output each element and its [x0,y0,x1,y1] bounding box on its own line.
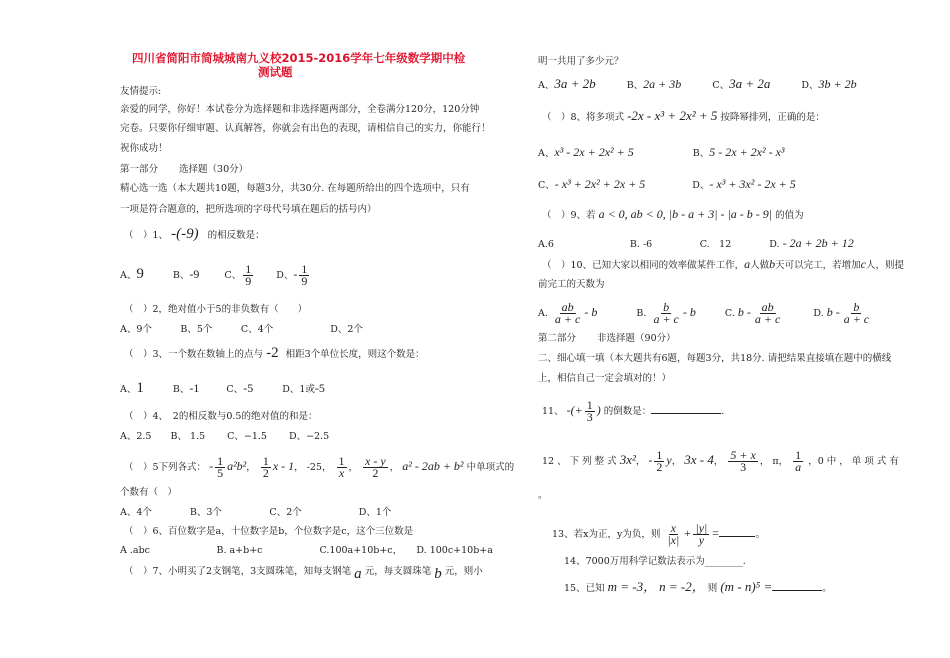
q5-t4-num: 1 [338,454,345,468]
question-5: （ ）5下列各式： - $\frac{1}{5}$ a²b²， $\frac{1}{2}$ x - 1， -25， $\frac{1}{x}$ ， $\frac{x - y}{2}$ ， a² - 2ab + b² 中单项式的 [124,454,515,480]
q8-option-b: 5 - 2x + 2x² - x³ [709,145,785,159]
question-15 [564,580,832,595]
part2-label: 第二部分 [538,333,577,344]
q10-continuation: 前完工的天数为 [538,279,605,290]
q1-expression: -(-9) [171,226,199,242]
q12-t2-num: 1 [656,448,663,462]
q15-answer-blank[interactable] [772,580,822,591]
q8-suffix: 按降幂排列，正确的是： [720,112,825,123]
q11-suffix: 的倒数是： [603,406,652,417]
question-6: （ ）6、百位数字是a，十位数字是b，个位数字是c，这个三位数是 [124,526,414,537]
q3-option-a: 1 [136,380,144,396]
part2-section-desc-1: 二、细心填一填（本大题共有6题，每题3分，共18分. 请把结果直接填在题中的横线 [538,353,892,364]
q12-term-2-tail: y [666,453,672,467]
q1-options [120,264,311,287]
q5-prefix: （ ）5下列各式： [124,462,207,473]
q13-fraction-2 [693,523,709,546]
q7-option-b-label: B、 [626,80,644,91]
part2-section-desc-2: 上，相信自己一定会填对的！） [538,373,672,384]
q12-t2-den: 2 [656,460,663,474]
q13-f2-den: y [698,533,705,547]
q7-prefix: （ ）7、小明买了2支钢笔，3支圆珠笔，知每支钢笔 [124,566,352,577]
q3-option-b-label: B、 [172,384,190,395]
q3-option-a-label: A、 [120,384,137,395]
q5-term-1-tail: a²b² [227,459,247,473]
q7-option-a-label: A、 [538,80,555,91]
q7-option-b: 2a + 3b [643,77,682,91]
question-4: （ ）4、 2的相反数与0.5的绝对值的和是： [124,411,318,422]
tip-line-2: 完卷。只要你仔细审题、认真解答，你就会有出色的表现，请相信自己的实力，你能行！ [120,123,491,134]
q9-options-text: A.6 B. -6 C. 12 D. [538,239,780,250]
tip-heading: 友情提示: [120,86,162,97]
q8-option-a-label: A、 [538,148,555,159]
q12-t6-num: 1 [795,448,802,462]
q8-expression: -2x - x³ + 2x² + 5 [627,108,718,123]
left-column [110,0,515,658]
q11-fraction [585,400,595,423]
q8-option-d-label: D、 [692,180,710,191]
q3-options [120,382,325,396]
q8-option-a: x³ - 2x + 2x² + 5 [554,145,634,159]
q11-num: 1 [586,398,593,412]
q1-option-b-label: B、 [172,270,190,281]
q12-suffix: ，0 中 ， 单 项 式 有 [808,456,899,467]
q13-f1-den: |x| [667,533,680,547]
q5-term-6: a² - 2ab + b² [402,459,464,473]
q7-option-d-label: D、 [801,80,819,91]
q3-option-c-label: C、 [226,384,244,395]
q3-option-d: -5 [314,381,325,395]
q8-options-ab [538,146,785,160]
q10-options [538,302,873,325]
q1-option-d [299,264,309,287]
q10-b-num: b [663,300,670,314]
q3-option-b: -1 [189,381,200,395]
q8-option-c: - x³ + 2x² + 2x + 5 [554,177,646,191]
q11-close: ) [596,403,601,417]
q12-term-6 [793,450,803,473]
q10-mid1: 人做 [750,260,770,271]
q10-var-b: b [769,257,776,271]
question-10 [542,258,904,272]
q13-f2-num: |y| [695,521,708,535]
question-13 [552,523,765,546]
question-9 [542,208,804,222]
q10-a-num: ab [561,300,574,314]
q10-mid2: 天可以完工，若增加 [775,260,861,271]
q15-expression: (m - n)⁵ = [720,579,773,594]
q11-prefix: 11、 [542,406,564,417]
q1-option-d-label: D、 [276,270,294,281]
q8-option-c-label: C、 [538,180,555,191]
q9-suffix: 的值为 [775,210,804,221]
question-3 [124,347,425,361]
q8-prefix: （ ）8、将多项式 [542,112,625,123]
q5-t1-den: 5 [217,466,224,480]
question-1 [124,228,265,242]
q9-prefix: （ ）9、若 [542,210,596,221]
q1-d-numerator: 1 [301,262,308,276]
q5-t4-den: x [338,466,345,480]
q10-c-num: ab [761,300,774,314]
q1-d-sign: - [293,267,298,281]
q10-b-tail: - b [682,305,696,319]
q13-equals: = [711,526,720,540]
q13-fraction-1 [665,523,681,546]
q15-prefix: 15、已知 [564,583,605,594]
q10-d-head: b - [826,305,840,319]
q9-option-d: - 2a + 2b + 12 [782,236,854,250]
q5-t5-num: x - y [365,454,386,468]
q1-option-a-label: A、 [120,270,137,281]
q12-end-mark: 。 [538,490,548,501]
part1-heading [120,164,248,176]
q12-t6-den: a [795,460,802,474]
q12-term-5: π [772,456,779,467]
q11-den: 3 [586,410,593,424]
q5-term-3: -25 [306,462,322,473]
q5-term-2-coef [261,456,271,479]
q11-answer-blank[interactable] [651,403,721,414]
q10-a-tail: - b [584,305,598,319]
q7-option-a: 3a + 2b [554,76,596,91]
part1-name: 选择题（30分） [179,164,249,175]
q2-options: A、9个 B、5个 C、4个 D、2个 [120,324,363,335]
q1-option-a: 9 [136,266,144,282]
q5-t5-den: 2 [372,466,379,480]
q13-answer-blank[interactable] [719,526,755,537]
q7-continuation: 明一共用了多少元？ [538,56,624,67]
q1-suffix: 的相反数是： [207,230,265,241]
q13-end: 。 [755,529,765,540]
question-11: 11、 -(+ $\frac{1}{3}$ ) 的倒数是： . [542,398,725,424]
right-column [530,0,904,658]
q3-option-c: -5 [243,381,254,395]
q7-option-c: 3a + 2a [729,76,771,91]
q1-c-numerator: 1 [245,262,252,276]
question-14: 14、7000万用科学记数法表示为________. [564,556,746,567]
q5-term-4 [337,456,347,479]
q7-suffix: 元，则小 [444,566,483,577]
q12-term-4 [728,450,757,473]
q12-term-1: 3x² [619,452,636,467]
q10-d-num: b [853,300,860,314]
q6-options: A .abc B. a+b+c C.100a+10b+c， D. 100c+10b+a [120,545,493,556]
q3-expression: -2 [266,345,279,361]
q12-t4-den: 3 [740,460,747,474]
q15-condition-m: m = -3， [607,579,657,594]
q5-term-5 [363,456,388,479]
q5-term-2-tail: x - 1 [272,459,295,473]
q15-condition-n: n = -2， [659,579,705,594]
q3-prefix: （ ）3、一个数在数轴上的点与 [124,349,264,360]
part2-heading [538,333,676,345]
q9-options [538,237,854,251]
tip-line-1: 亲爱的同学，你好！本试卷分为选择题和非选择题两部分，全卷满分120分，120分钟 [120,104,480,115]
q3-option-d-label: D、1或 [282,384,315,395]
q8-option-d: - x³ + 3x² - 2x + 5 [709,177,796,191]
q1-c-denominator: 9 [245,274,252,288]
q15-end: 。 [822,583,832,594]
q7-var-b: b [434,566,442,582]
q8-option-b-label: B、 [692,148,710,159]
q10-c-den: a + c [754,312,781,326]
tip-line-3: 祝你成功！ [120,143,168,154]
q5-continuation: 个数有（ ） [120,487,178,498]
q7-option-c-label: C、 [712,80,730,91]
q5-options: A、4个 B、3个 C、2个 D、1个 [120,507,392,518]
q10-option-c-frac [753,302,782,325]
part1-desc-2: 一项是符合题意的，把所选项的字母代号填在题后的括号内） [120,204,377,215]
q5-t2-den: 2 [262,466,269,480]
q1-prefix: （ ）1、 [124,230,169,241]
q1-option-c [243,264,253,287]
exam-title-line1: 四川省简阳市简城城南九义校2015-2016学年七年级数学期中检 [132,51,466,65]
q10-option-d-label: D. [813,308,824,319]
q12-term-3: 3x - 4 [684,452,714,467]
q10-c-head: b - [737,305,751,319]
q10-option-b-label: B. [636,308,647,319]
q10-d-den: a + c [843,312,870,326]
q4-options: A、2.5 B、 1.5 C、−1.5 D、−2.5 [120,431,330,442]
q13-prefix: 13、若x为正，y为负，则 [552,529,661,540]
q9-expression: |b - a + 3| - |a - b - 9| [668,207,773,221]
part1-label: 第一部分 [120,164,159,175]
q7-var-a: a [354,566,362,582]
part1-desc-1: 精心选一选（本大题共10题，每题3分，共30分. 在每题所给出的四个选项中，只有 [120,183,470,194]
q12-prefix: 12 、 下 列 整 式 [542,456,617,467]
q11-sign: -(+ [566,403,583,417]
q12-term-2-coef [654,450,664,473]
q10-option-c-label: C. [724,308,735,319]
q10-prefix: （ ）10、已知大家以相同的效率做某件工作， [542,260,745,271]
q5-t1-num: 1 [217,454,224,468]
q7-options [538,78,857,92]
q10-suffix: 人，则提 [865,260,904,271]
q15-mid: 则 [707,583,718,594]
question-2: （ ）2，绝对值小于5的非负数有（ ） [124,304,308,315]
q10-option-b-frac [651,302,680,325]
question-12: 12 、 下 列 整 式 3x²， - $\frac{1}{2}$ y， 3x - 4， $\frac{5 + x}{3}$ ， π， $\frac{1}{a}$ ，0 中 ， 单 项 式 有 [542,448,899,474]
question-7 [124,566,483,580]
question-8 [542,110,825,124]
q10-a-den: a + c [554,312,581,326]
q8-options-cd [538,178,796,192]
q5-term-1-coef [215,456,225,479]
q10-option-d-frac [842,302,871,325]
q10-option-a-label: A. [538,308,548,319]
q9-condition: a < 0, ab < 0, [598,207,666,221]
q13-plus: + [683,526,692,540]
q5-suffix: 中单项式的 [466,462,515,473]
q1-option-b: -9 [189,267,200,281]
q3-suffix: 相距3个单位长度，则这个数是： [285,349,425,360]
q7-mid: 元，每支圆珠笔 [364,566,432,577]
q10-option-a-frac [553,302,582,325]
q10-b-den: a + c [653,312,679,326]
q1-d-denominator: 9 [301,274,308,288]
q13-f1-num: x [670,521,676,535]
q12-t4-num: 5 + x [730,448,756,462]
part2-name: 非选择题（90分） [597,333,676,344]
q5-t2-num: 1 [262,454,269,468]
q10-var-c: c [860,257,866,271]
exam-title-line2: 测试题 [258,65,293,79]
q10-var-a: a [744,257,751,271]
q7-option-d: 3b + 2b [818,77,857,91]
q1-option-c-label: C、 [224,270,242,281]
